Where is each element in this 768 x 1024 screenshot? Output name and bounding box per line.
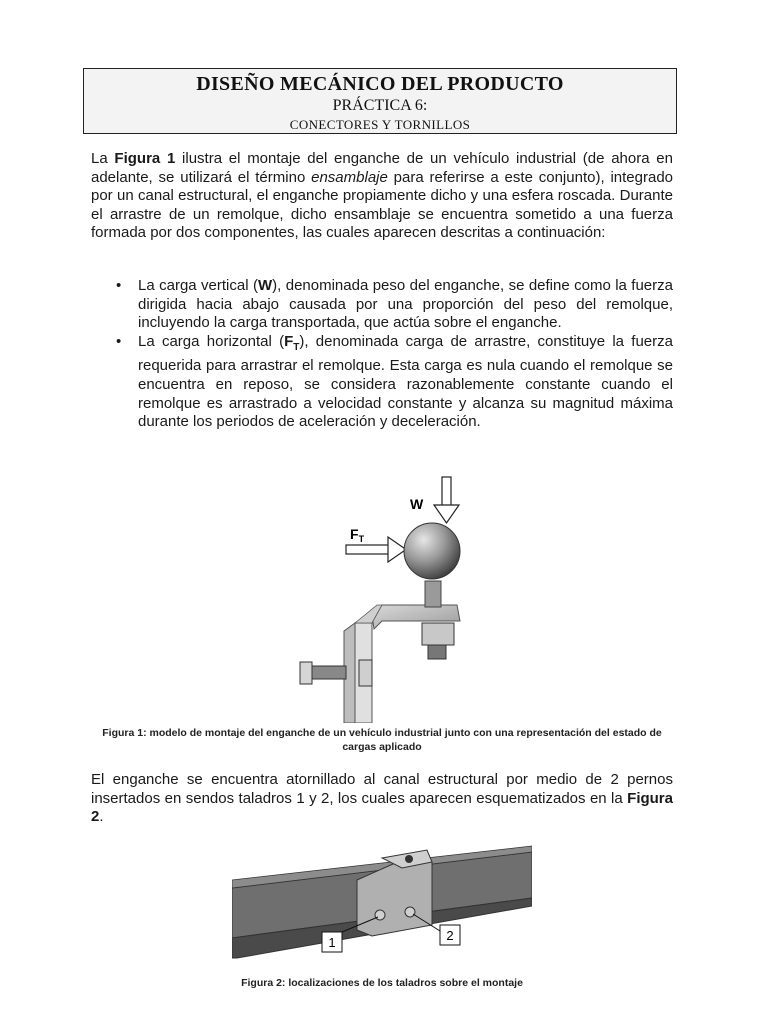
symbol-f: F xyxy=(284,332,294,350)
document-title: DISEÑO MECÁNICO DEL PRODUCTO xyxy=(196,73,564,95)
intro-text-1: La xyxy=(91,150,115,167)
figure-1-hitch-assembly xyxy=(282,473,487,723)
w-arrow-icon xyxy=(434,477,459,523)
figure-1-reference: Figura 1 xyxy=(114,150,176,167)
label-f: F xyxy=(350,526,359,542)
bolt-nut-left xyxy=(300,662,312,684)
bullet-icon: • xyxy=(116,332,122,350)
para2-text-2: . xyxy=(99,808,104,826)
bullet-text: La carga horizontal ( xyxy=(138,332,285,350)
hole-1 xyxy=(375,910,385,920)
bullet-icon: • xyxy=(116,277,122,294)
bullet-text: ), denominada carga de arrastre, constituye la fuerza requerida para arrastrar el remolque. Esta carga es nula cuando el remolque se encuentra en reposo, se considera razonablemente constante cuando el remolque es arrastrado a velocidad constante y alcanza su magnitud máxima durante los periodos de aceleración y deceleración. xyxy=(138,332,673,431)
symbol-subscript: T xyxy=(293,341,300,353)
para2-text-1: El enganche se encuentra atornillado al canal estructural por medio de 2 pernos insertados en sendos taladros 1 y 2, los cuales aparecen esquematizados en la xyxy=(91,771,673,807)
hitch-ball xyxy=(404,523,460,579)
top-hole xyxy=(405,855,413,863)
symbol-w: W xyxy=(257,277,273,294)
title-box xyxy=(83,68,677,134)
label-w: W xyxy=(410,496,424,512)
figure-1-caption: Figura 1: modelo de montaje del enganche de un vehículo industrial junto con una representación del estado de cargas aplicado xyxy=(102,727,662,753)
ball-shank xyxy=(425,581,441,607)
bolts-paragraph xyxy=(91,771,673,827)
bolt-head xyxy=(359,660,372,686)
label-1: 1 xyxy=(328,935,336,950)
bullet-text: La carga vertical ( xyxy=(138,277,258,294)
intro-text-3: para referirse a este conjunto), integrado por un canal estructural, el enganche propiamente dicho y una esfera roscada. Durante el arrastre de un remolque, dicho ensamblaje se encuentra sometido a una fuerza formada por dos componentes, las cuales aparecen descritas a continuación: xyxy=(91,168,674,242)
practice-number: PRÁCTICA 6: xyxy=(332,97,428,114)
label-2: 2 xyxy=(446,928,454,943)
intro-text-2: ilustra el montaje del enganche de un vehículo industrial (de ahora en adelante, se utilizará el término xyxy=(91,150,673,186)
threaded-stud xyxy=(428,645,446,659)
figure-2-caption: Figura 2: localizaciones de los taladros sobre el montaje xyxy=(241,977,523,989)
bullet-text: ), denominada peso del enganche, se define como la fuerza dirigida hacia abajo causada por una proporción del peso del remolque, incluyendo la carga transportada, que actúa sobre el enganche. xyxy=(138,277,673,332)
practice-topic: CONECTORES Y TORNILLOS xyxy=(289,117,471,132)
figure-2-reference: Figura 2 xyxy=(91,789,673,826)
intro-paragraph xyxy=(91,150,673,243)
label-f-subscript: T xyxy=(358,534,365,544)
hole-2 xyxy=(405,907,415,917)
label-ft xyxy=(350,526,365,544)
list-item-horizontal-load xyxy=(91,333,673,432)
bolt-shaft xyxy=(312,666,346,679)
hitch-nut xyxy=(422,623,454,645)
term-ensamblaje: ensamblaje xyxy=(311,168,388,186)
figure-2-hole-locations xyxy=(232,840,532,970)
load-list xyxy=(91,277,673,432)
list-item-vertical-load xyxy=(91,277,673,333)
